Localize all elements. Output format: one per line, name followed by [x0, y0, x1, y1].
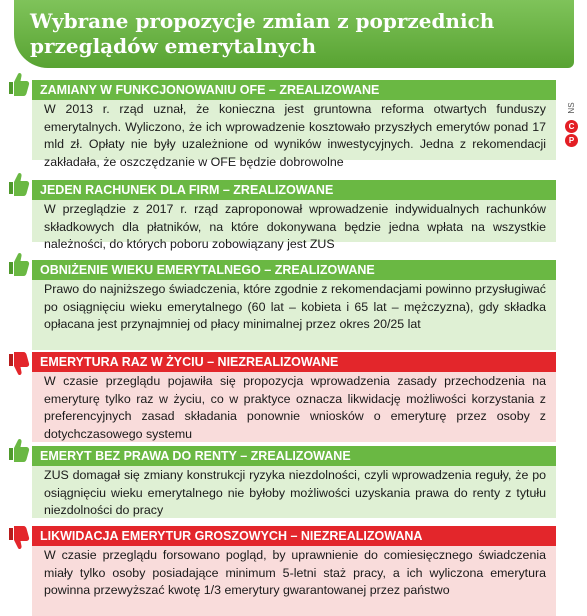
page-title: Wybrane propozycje zmian z poprzednich przeglądów emerytalnych: [30, 9, 495, 58]
proposal-section: [0, 180, 558, 251]
section-title: JEDEN RACHUNEK DLA FIRM – ZREALIZOWANE: [32, 180, 556, 200]
section-title: ZAMIANY W FUNKCJONOWANIU OFE – ZREALIZOWANE: [32, 80, 556, 100]
proposal-section: [0, 352, 558, 441]
copyright-icon: C: [565, 120, 578, 133]
proposal-section: [0, 80, 558, 169]
section-text: W czasie przeglądu forsowano pogląd, by uprawnienie do comiesięcznego świadczenia miały tylko osoby posiadające minimum 5-letni staż pracy, a ich wyliczona emerytura powinna przewyższać kwotę 1/3 emerytury gwarantowanej przez państwo: [32, 546, 556, 616]
copyright-icon: P: [565, 134, 578, 147]
section-text: W czasie przeglądu pojawiła się propozycja wprowadzenia zasady przechodzenia na emeryturę tylko raz w życiu, co w praktyce oznacza likwidację możliwości korzystania z preferencyjnych zasad składania ponownie wniosków o emeryturę przez osoby z dotychczasowego systemu: [32, 372, 556, 442]
section-text: ZUS domagał się zmiany konstrukcji ryzyka niezdolności, czyli wprowadzenia reguły, że po osiągnięciu wieku emerytalnego nie byłoby możliwości uzyskania prawa do renty z tytułu niezdolności do pracy: [32, 466, 556, 518]
proposal-section: [0, 260, 558, 340]
section-text: Prawo do najniższego świadczenia, które zgodnie z rekomendacjami powinno przysługiwać po osiągnięciu wieku emerytalnego (60 lat – kobieta i 65 lat – mężczyzna), gdy składka opłacana jest przynajmniej od płacy minimalnej przez okres 20/25 lat: [32, 280, 556, 350]
thumbs-up-icon: [4, 170, 30, 198]
thumbs-down-icon: [4, 350, 30, 378]
section-title: OBNIŻENIE WIEKU EMERYTALNEGO – ZREALIZOWANE: [32, 260, 556, 280]
thumbs-up-icon: [4, 250, 30, 278]
thumbs-down-icon: [4, 524, 30, 552]
section-title: EMERYT BEZ PRAWA DO RENTY – ZREALIZOWANE: [32, 446, 556, 466]
section-text: W 2013 r. rząd uznał, że konieczna jest gruntowna reforma otwartych funduszy emerytalnych. Wyliczono, że ich wprowadzenie kosztowało przyszłych emerytów ponad 17 mld zł. Opłaty nie były uzależnione od wyników inwestycyjnych. Jedna z rekomendacji zakładała, że oszczędzanie w OFE będzie dobrowolne: [32, 100, 556, 160]
proposal-section: [0, 446, 558, 517]
credit-label: NS: [567, 102, 576, 114]
proposal-section: [0, 526, 558, 608]
section-text: W przeglądzie z 2017 r. rząd zaproponował wprowadzenie indywidualnych rachunków składkowych dla płatników, na które dokonywana będzie jedna wpłata na wszystkie należności, do których poboru zobowiązany jest ZUS: [32, 200, 556, 242]
header-banner: [14, 0, 574, 68]
photo-credit: [561, 100, 583, 158]
section-title: EMERYTURA RAZ W ŻYCIU – NIEZREALIZOWANE: [32, 352, 556, 372]
thumbs-up-icon: [4, 70, 30, 98]
thumbs-up-icon: [4, 436, 30, 464]
section-title: LIKWIDACJA EMERYTUR GROSZOWYCH – NIEZREALIZOWANA: [32, 526, 556, 546]
